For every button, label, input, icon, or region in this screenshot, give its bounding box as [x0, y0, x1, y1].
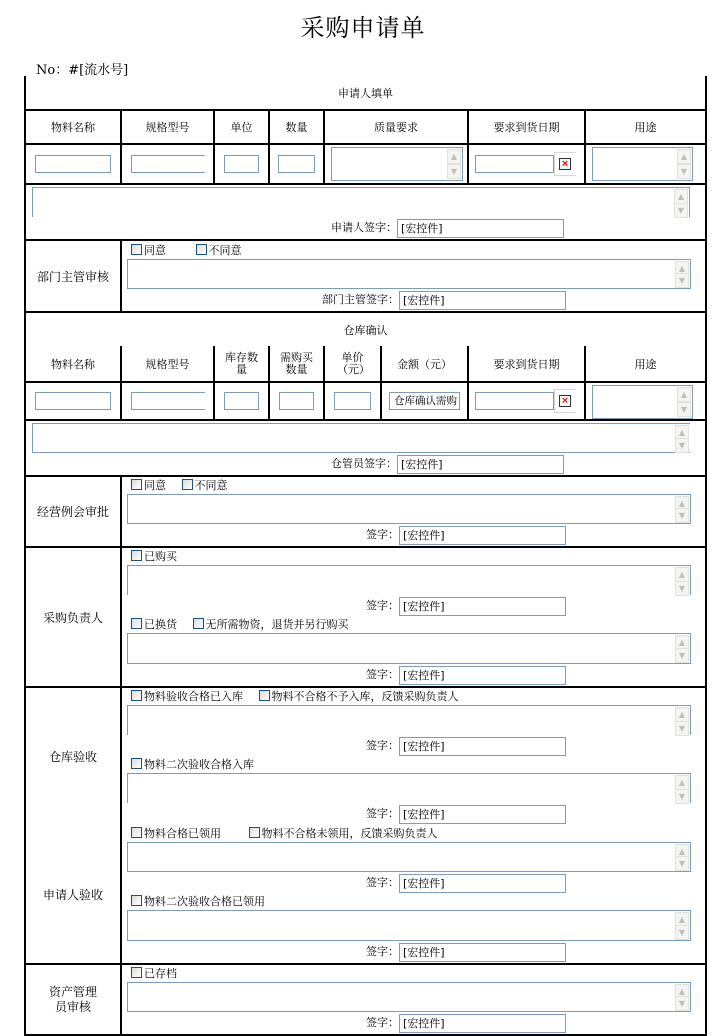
- warehouse-check-label: 仓库验收: [25, 687, 121, 825]
- exchanged-label: 已换货: [144, 618, 177, 631]
- col2-stock-quantity: 库存数量: [214, 346, 269, 382]
- purchased-label: 已购买: [144, 550, 177, 563]
- warehouse-check-signature-label-1: 签字：: [366, 739, 399, 752]
- scrollbar[interactable]: [675, 635, 689, 663]
- scroll-up-icon[interactable]: ▲: [675, 984, 689, 999]
- asset-signature-label: 签字：: [366, 1016, 399, 1029]
- dept-review-textarea[interactable]: [127, 259, 691, 289]
- scroll-down-icon[interactable]: ▼: [677, 164, 691, 179]
- scroll-down-icon[interactable]: ▼: [675, 273, 689, 288]
- asset-signature-input[interactable]: [宏控件]: [399, 1014, 566, 1033]
- scroll-up-icon[interactable]: ▲: [675, 775, 689, 790]
- scroll-up-icon[interactable]: ▲: [677, 149, 691, 164]
- return-repurchase-label: 无所需物资，退货并另行购买: [205, 618, 349, 631]
- dept-review-label: 部门主管审核: [25, 240, 121, 312]
- meeting-agree-checkbox[interactable]: [131, 479, 142, 490]
- scrollbar[interactable]: [677, 149, 691, 179]
- warehouse-fail-checkbox[interactable]: [259, 690, 270, 701]
- applicant-signature-input[interactable]: [宏控件]: [397, 219, 564, 238]
- spec-model-input-2[interactable]: [131, 392, 205, 410]
- scroll-up-icon[interactable]: ▲: [675, 261, 689, 276]
- applicant-check-signature-label-2: 签字：: [366, 945, 399, 958]
- section-warehouse-header: 仓库确认: [25, 312, 706, 346]
- scroll-down-icon[interactable]: ▼: [674, 203, 688, 218]
- applicant-pass-label: 物料合格已领用: [144, 827, 221, 840]
- purpose-textarea-2[interactable]: [592, 385, 693, 419]
- section-applicant-header: 申请人填单: [25, 76, 706, 110]
- applicant-fail-checkbox[interactable]: [249, 827, 260, 838]
- warehouse-notes-textarea[interactable]: [32, 423, 690, 453]
- archived-checkbox[interactable]: [131, 967, 142, 978]
- scroll-down-icon[interactable]: ▼: [675, 581, 689, 596]
- required-date-input[interactable]: [475, 155, 554, 173]
- scrollbar[interactable]: [675, 844, 689, 871]
- scroll-down-icon[interactable]: ▼: [675, 789, 689, 804]
- material-name-input-2[interactable]: [35, 392, 111, 410]
- scroll-up-icon[interactable]: ▲: [677, 387, 691, 402]
- warehouse-second-pass-label: 物料二次验收合格入库: [144, 758, 254, 771]
- asset-review-label: 资产管理员审核: [25, 964, 121, 1035]
- purchase-form: [24, 76, 707, 1036]
- col2-unit-price: 单价（元）: [324, 346, 381, 382]
- col-material-name: 物料名称: [25, 110, 121, 144]
- meeting-disagree-checkbox[interactable]: [182, 479, 193, 490]
- broken-image-icon: ×: [559, 158, 571, 170]
- col2-spec-model: 规格型号: [121, 346, 214, 382]
- applicant-check-label: 申请人验收: [25, 825, 121, 964]
- broken-image-icon: ×: [559, 395, 571, 407]
- applicant-check-signature-label-1: 签字：: [366, 876, 399, 889]
- disagree-label: 不同意: [208, 244, 242, 257]
- applicant-signature-label: 申请人签字：: [331, 221, 397, 234]
- warehouse-fail-label: 物料不合格不予入库，反馈采购负责人: [271, 690, 459, 703]
- scroll-up-icon[interactable]: ▲: [675, 496, 689, 511]
- col-quantity: 数量: [269, 110, 324, 144]
- warehouse-check-textarea-2[interactable]: [127, 773, 691, 803]
- scrollbar[interactable]: [677, 387, 691, 417]
- scroll-up-icon[interactable]: ▲: [675, 635, 689, 650]
- col2-purchase-quantity: 需购买数量: [269, 346, 324, 382]
- scrollbar[interactable]: [675, 425, 689, 453]
- scroll-down-icon[interactable]: ▼: [447, 164, 461, 179]
- warehouse-keeper-signature-input[interactable]: [宏控件]: [397, 455, 564, 474]
- meeting-approval-textarea[interactable]: [127, 494, 691, 524]
- applicant-notes-textarea[interactable]: [32, 187, 690, 217]
- disagree-checkbox[interactable]: [196, 244, 207, 255]
- scrollbar[interactable]: [675, 775, 689, 804]
- scrollbar[interactable]: [675, 261, 689, 288]
- scrollbar[interactable]: [447, 149, 461, 179]
- purchaser-label: 采购负责人: [25, 547, 121, 687]
- archived-label: 已存档: [144, 967, 177, 980]
- amount-input[interactable]: 仓库确认需购: [389, 392, 460, 410]
- purchaser-textarea-1[interactable]: [127, 565, 691, 595]
- unit-input[interactable]: [224, 155, 259, 173]
- purchaser-signature-label-1: 签字：: [366, 599, 399, 612]
- scrollbar[interactable]: [675, 984, 689, 1011]
- meeting-approval-label: 经营例会审批: [25, 476, 121, 547]
- scroll-down-icon[interactable]: ▼: [677, 402, 691, 417]
- material-name-input[interactable]: [35, 155, 111, 173]
- scroll-up-icon[interactable]: ▲: [675, 844, 689, 859]
- purpose-textarea[interactable]: [592, 147, 693, 181]
- applicant-second-pass-checkbox[interactable]: [131, 895, 142, 906]
- meeting-agree-label: 同意: [144, 479, 166, 492]
- meeting-disagree-label: 不同意: [194, 479, 228, 492]
- return-repurchase-checkbox[interactable]: [193, 618, 204, 629]
- scrollbar[interactable]: [675, 912, 689, 940]
- warehouse-second-pass-checkbox[interactable]: [131, 758, 142, 769]
- stock-quantity-input[interactable]: [224, 392, 259, 410]
- spec-model-input[interactable]: [131, 155, 205, 173]
- purchase-quantity-input[interactable]: [279, 392, 314, 410]
- warehouse-check-textarea-1[interactable]: [127, 705, 691, 735]
- applicant-check-signature-input-1[interactable]: [宏控件]: [399, 874, 566, 893]
- agree-checkbox[interactable]: [131, 244, 142, 255]
- meeting-signature-label: 签字：: [366, 528, 399, 541]
- col2-purpose: 用途: [585, 346, 706, 382]
- scroll-up-icon[interactable]: ▲: [447, 149, 461, 164]
- scroll-up-icon[interactable]: ▲: [675, 425, 689, 440]
- meeting-signature-input[interactable]: [宏控件]: [399, 526, 566, 545]
- col2-required-date: 要求到货日期: [468, 346, 585, 382]
- col-unit: 单位: [214, 110, 269, 144]
- warehouse-check-signature-input-1[interactable]: [宏控件]: [399, 737, 566, 756]
- quality-requirement-textarea[interactable]: [331, 147, 463, 181]
- warehouse-check-signature-label-2: 签字：: [366, 807, 399, 820]
- scroll-up-icon[interactable]: ▲: [675, 707, 689, 722]
- purchaser-signature-input-1[interactable]: [宏控件]: [399, 597, 566, 616]
- warehouse-pass-checkbox[interactable]: [131, 690, 142, 701]
- scroll-down-icon[interactable]: ▼: [675, 925, 689, 940]
- scroll-up-icon[interactable]: ▲: [674, 189, 688, 204]
- dept-signature-label: 部门主管签字：: [322, 293, 399, 306]
- col2-amount: 金额（元）: [381, 346, 468, 382]
- col-required-date: 要求到货日期: [468, 110, 585, 144]
- date-picker-button-2[interactable]: [554, 389, 576, 413]
- purchaser-textarea-2[interactable]: [127, 633, 691, 664]
- scrollbar[interactable]: [675, 496, 689, 523]
- col-quality-requirement: 质量要求: [324, 110, 468, 144]
- applicant-pass-checkbox[interactable]: [131, 827, 142, 838]
- date-picker-button[interactable]: [554, 152, 576, 176]
- dept-signature-input[interactable]: [宏控件]: [399, 291, 566, 310]
- serial-number: No：#[流水号]: [36, 63, 129, 78]
- scroll-up-icon[interactable]: ▲: [675, 912, 689, 927]
- warehouse-pass-label: 物料验收合格已入库: [144, 690, 243, 703]
- scrollbar[interactable]: [674, 189, 688, 218]
- agree-label: 同意: [144, 244, 166, 257]
- quantity-input[interactable]: [278, 155, 315, 173]
- col-purpose: 用途: [585, 110, 706, 144]
- scroll-down-icon[interactable]: ▼: [675, 648, 689, 663]
- col-spec-model: 规格型号: [121, 110, 214, 144]
- page-title: 采购申请单: [300, 14, 426, 42]
- scrollbar[interactable]: [675, 707, 689, 736]
- exchanged-checkbox[interactable]: [131, 618, 142, 629]
- applicant-check-signature-input-2[interactable]: [宏控件]: [399, 943, 566, 962]
- scrollbar[interactable]: [675, 567, 689, 596]
- applicant-check-textarea-2[interactable]: [127, 910, 691, 941]
- scroll-down-icon[interactable]: ▼: [675, 721, 689, 736]
- scroll-up-icon[interactable]: ▲: [675, 567, 689, 582]
- applicant-fail-label: 物料不合格未领用，反馈采购负责人: [261, 827, 438, 840]
- unit-price-input[interactable]: [334, 392, 371, 410]
- scroll-down-icon[interactable]: ▼: [675, 856, 689, 871]
- purchaser-signature-input-2[interactable]: [宏控件]: [399, 666, 566, 685]
- applicant-check-textarea-1[interactable]: [127, 842, 691, 872]
- applicant-second-pass-label: 物料二次验收合格已领用: [144, 895, 265, 908]
- purchased-checkbox[interactable]: [131, 550, 142, 561]
- purchaser-signature-label-2: 签字：: [366, 668, 399, 681]
- warehouse-keeper-signature-label: 仓管员签字：: [331, 457, 397, 470]
- col2-material-name: 物料名称: [25, 346, 121, 382]
- scroll-down-icon[interactable]: ▼: [675, 508, 689, 523]
- scroll-down-icon[interactable]: ▼: [675, 438, 689, 453]
- asset-review-textarea[interactable]: [127, 982, 691, 1012]
- warehouse-check-signature-input-2[interactable]: [宏控件]: [399, 805, 566, 824]
- scroll-down-icon[interactable]: ▼: [675, 996, 689, 1011]
- required-date-input-2[interactable]: [475, 392, 554, 410]
